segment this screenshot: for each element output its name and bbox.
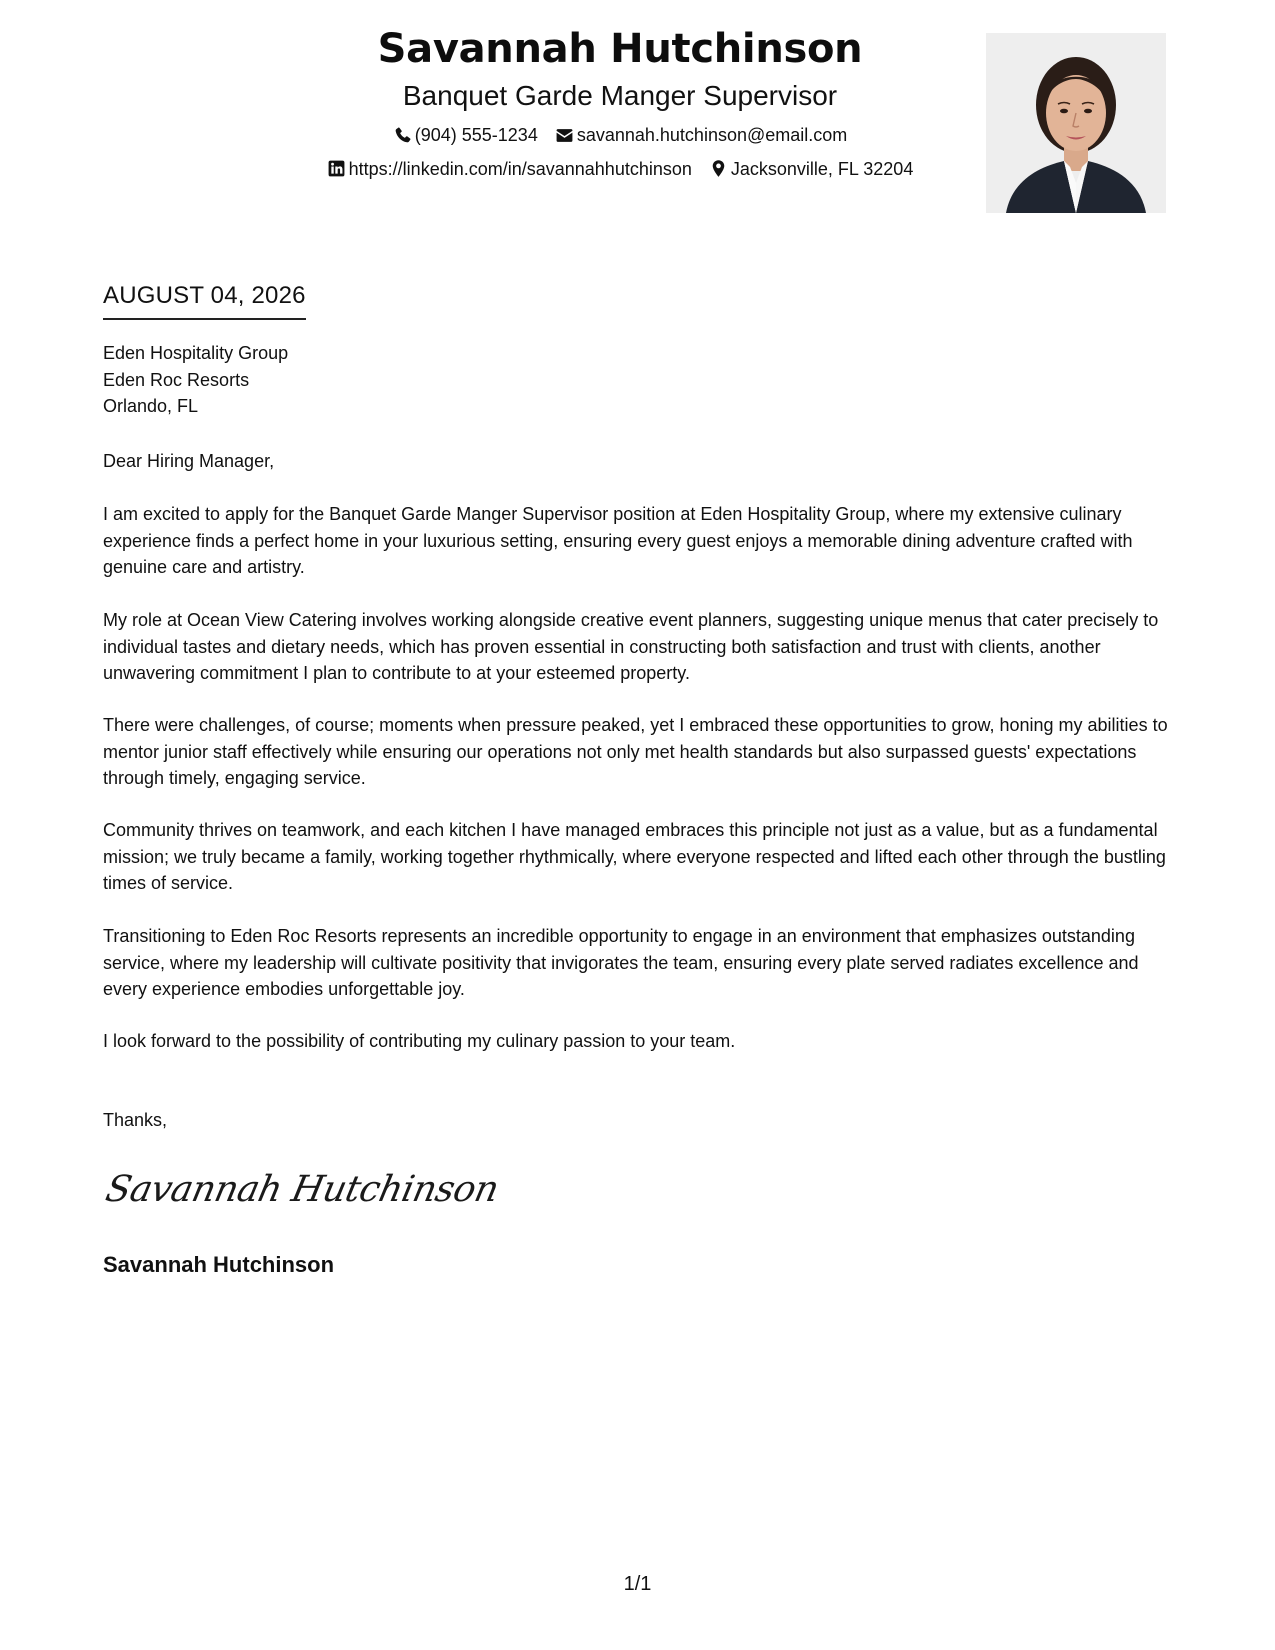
page-number: 1/1 xyxy=(623,1573,652,1595)
recipient-company: Eden Hospitality Group xyxy=(103,343,289,363)
closing: Thanks, xyxy=(103,1110,168,1130)
body-paragraph: I am excited to apply for the Banquet Garde Manger Supervisor position at Eden Hospitality Group, where my extensive culinary experience finds a perfect home in your luxurious setting, ensuring every guest enjoys a memorable dining adventure crafted with genuine care and artistry. xyxy=(103,504,1133,577)
recipient-block xyxy=(103,340,1173,420)
contact-phone[interactable] xyxy=(393,120,538,150)
contact-linkedin[interactable] xyxy=(327,154,692,184)
contact-row-secondary xyxy=(240,154,1000,188)
salutation: Dear Hiring Manager, xyxy=(103,451,275,471)
envelope-icon xyxy=(555,126,574,145)
location-text: Jacksonville, FL 32204 xyxy=(730,158,914,179)
body-paragraph: I look forward to the possibility of contributing my culinary passion to your team. xyxy=(103,1031,736,1051)
phone-icon xyxy=(393,126,412,145)
applicant-photo xyxy=(986,33,1166,213)
body-paragraph: Community thrives on teamwork, and each kitchen I have managed embraces this principle not just as a value, but as a fundamental mission; we truly became a family, working together rhythmically, where everyone respected and lifted each other through the bustling times of service. xyxy=(103,820,1166,893)
map-pin-icon xyxy=(709,159,728,178)
contact-location xyxy=(709,154,913,184)
body-paragraph: There were challenges, of course; moments when pressure peaked, yet I embraced these opportunities to grow, honing my abilities to mentor junior staff effectively while ensuring our operations not only met health standards but also surpassed guests' expectations through timely, engaging service. xyxy=(103,715,1168,788)
letter-header xyxy=(240,20,1000,187)
letter-date: AUGUST 04, 2026 xyxy=(103,280,306,320)
recipient-property: Eden Roc Resorts xyxy=(103,369,250,390)
body-paragraph: My role at Ocean View Catering involves working alongside creative event planners, suggesting unique menus that cater precisely to individual tastes and dietary needs, which has proven essential in constructing both satisfaction and trust with clients, another unwavering commitment I plan to contribute to at your esteemed property. xyxy=(103,610,1159,683)
email-text: savannah.hutchinson@email.com xyxy=(576,125,848,145)
linkedin-icon xyxy=(327,159,346,178)
applicant-name: Savannah Hutchinson xyxy=(377,26,863,72)
recipient-city: Orlando, FL xyxy=(103,396,199,416)
handwritten-signature: Savannah Hutchinson xyxy=(102,1169,503,1210)
body-paragraph: Transitioning to Eden Roc Resorts represents an incredible opportunity to engage in an environment that emphasizes outstanding service, where my leadership will cultivate positivity that invigorates the team, ensuring every plate served radiates excellence and every experience embodies unforgettable joy. xyxy=(103,926,1139,999)
contact-row-primary xyxy=(240,120,1000,154)
linkedin-text: https://linkedin.com/in/savannahhutchinson xyxy=(348,158,692,179)
phone-text: (904) 555-1234 xyxy=(414,125,538,145)
applicant-title: Banquet Garde Manger Supervisor xyxy=(402,80,838,111)
signer-name: Savannah Hutchinson xyxy=(103,1252,335,1277)
contact-email[interactable] xyxy=(555,120,847,150)
